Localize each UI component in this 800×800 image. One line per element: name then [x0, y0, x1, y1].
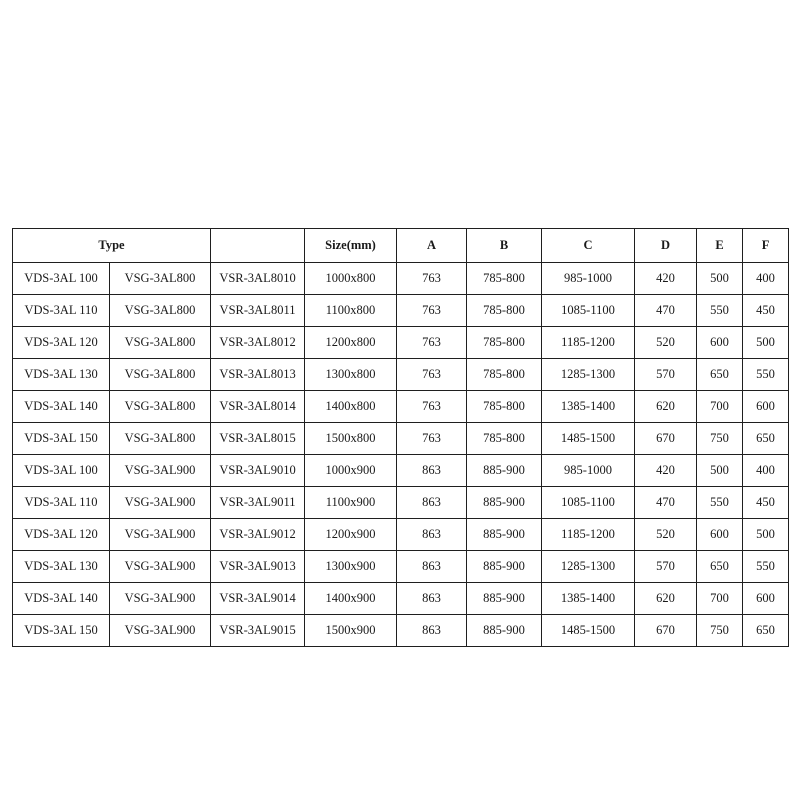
cell-e: 600 — [697, 519, 743, 551]
cell-d: 670 — [635, 615, 697, 647]
cell-model-a: VDS-3AL 130 — [13, 359, 110, 391]
column-header-c: C — [542, 229, 635, 263]
cell-model-a: VDS-3AL 150 — [13, 615, 110, 647]
product-dimension-table — [12, 228, 789, 647]
cell-c: 1085-1100 — [542, 295, 635, 327]
cell-model-b: VSG-3AL800 — [110, 359, 211, 391]
table-row — [13, 295, 789, 327]
cell-d: 470 — [635, 487, 697, 519]
cell-size: 1000x900 — [305, 455, 397, 487]
cell-f: 650 — [743, 615, 789, 647]
cell-b: 785-800 — [467, 263, 542, 295]
cell-d: 570 — [635, 359, 697, 391]
cell-a: 863 — [397, 551, 467, 583]
cell-c: 1285-1300 — [542, 359, 635, 391]
cell-model-c: VSR-3AL9010 — [211, 455, 305, 487]
cell-size: 1400x900 — [305, 583, 397, 615]
cell-size: 1500x900 — [305, 615, 397, 647]
cell-model-a: VDS-3AL 120 — [13, 327, 110, 359]
cell-b: 785-800 — [467, 327, 542, 359]
cell-e: 550 — [697, 487, 743, 519]
cell-a: 863 — [397, 487, 467, 519]
cell-d: 570 — [635, 551, 697, 583]
cell-b: 785-800 — [467, 359, 542, 391]
cell-b: 885-900 — [467, 615, 542, 647]
cell-model-b: VSG-3AL900 — [110, 519, 211, 551]
cell-a: 763 — [397, 263, 467, 295]
cell-c: 1185-1200 — [542, 519, 635, 551]
cell-c: 1085-1100 — [542, 487, 635, 519]
cell-e: 750 — [697, 423, 743, 455]
cell-a: 763 — [397, 391, 467, 423]
column-header-size: Size(mm) — [305, 229, 397, 263]
cell-f: 400 — [743, 455, 789, 487]
cell-a: 863 — [397, 455, 467, 487]
cell-a: 863 — [397, 583, 467, 615]
cell-model-b: VSG-3AL900 — [110, 455, 211, 487]
table-row — [13, 359, 789, 391]
cell-size: 1200x800 — [305, 327, 397, 359]
cell-model-b: VSG-3AL900 — [110, 551, 211, 583]
cell-model-c: VSR-3AL8014 — [211, 391, 305, 423]
cell-model-b: VSG-3AL800 — [110, 391, 211, 423]
cell-c: 1485-1500 — [542, 615, 635, 647]
cell-model-a: VDS-3AL 100 — [13, 455, 110, 487]
cell-f: 550 — [743, 359, 789, 391]
cell-model-a: VDS-3AL 110 — [13, 487, 110, 519]
column-header-a: A — [397, 229, 467, 263]
cell-f: 650 — [743, 423, 789, 455]
cell-model-a: VDS-3AL 110 — [13, 295, 110, 327]
cell-model-b: VSG-3AL800 — [110, 423, 211, 455]
cell-f: 550 — [743, 551, 789, 583]
cell-a: 763 — [397, 327, 467, 359]
column-header-f: F — [743, 229, 789, 263]
cell-model-a: VDS-3AL 120 — [13, 519, 110, 551]
table-row — [13, 583, 789, 615]
cell-b: 785-800 — [467, 391, 542, 423]
cell-model-c: VSR-3AL8010 — [211, 263, 305, 295]
cell-model-b: VSG-3AL800 — [110, 263, 211, 295]
cell-model-b: VSG-3AL900 — [110, 615, 211, 647]
cell-e: 500 — [697, 455, 743, 487]
cell-c: 1385-1400 — [542, 583, 635, 615]
cell-d: 620 — [635, 391, 697, 423]
cell-a: 863 — [397, 519, 467, 551]
cell-model-c: VSR-3AL8013 — [211, 359, 305, 391]
cell-a: 763 — [397, 423, 467, 455]
cell-size: 1300x900 — [305, 551, 397, 583]
cell-size: 1400x800 — [305, 391, 397, 423]
table-header — [13, 229, 789, 263]
cell-c: 1385-1400 — [542, 391, 635, 423]
cell-a: 763 — [397, 295, 467, 327]
table-row — [13, 263, 789, 295]
cell-c: 1485-1500 — [542, 423, 635, 455]
table-row — [13, 455, 789, 487]
cell-model-c: VSR-3AL8015 — [211, 423, 305, 455]
cell-a: 763 — [397, 359, 467, 391]
cell-model-c: VSR-3AL9014 — [211, 583, 305, 615]
cell-size: 1300x800 — [305, 359, 397, 391]
cell-e: 750 — [697, 615, 743, 647]
cell-model-c: VSR-3AL9011 — [211, 487, 305, 519]
cell-b: 785-800 — [467, 295, 542, 327]
cell-model-b: VSG-3AL800 — [110, 295, 211, 327]
cell-d: 420 — [635, 263, 697, 295]
cell-model-a: VDS-3AL 140 — [13, 583, 110, 615]
cell-model-a: VDS-3AL 130 — [13, 551, 110, 583]
cell-f: 500 — [743, 327, 789, 359]
cell-e: 550 — [697, 295, 743, 327]
table-body — [13, 263, 789, 647]
cell-f: 500 — [743, 519, 789, 551]
table-header-row — [13, 229, 789, 263]
cell-model-c: VSR-3AL8011 — [211, 295, 305, 327]
cell-e: 700 — [697, 583, 743, 615]
table-row — [13, 615, 789, 647]
cell-e: 500 — [697, 263, 743, 295]
cell-d: 520 — [635, 327, 697, 359]
table-row — [13, 327, 789, 359]
cell-b: 785-800 — [467, 423, 542, 455]
cell-model-b: VSG-3AL800 — [110, 327, 211, 359]
cell-f: 600 — [743, 583, 789, 615]
cell-model-c: VSR-3AL9015 — [211, 615, 305, 647]
table-row — [13, 423, 789, 455]
cell-b: 885-900 — [467, 519, 542, 551]
spec-sheet — [12, 228, 788, 647]
table-row — [13, 487, 789, 519]
column-header-e: E — [697, 229, 743, 263]
cell-f: 600 — [743, 391, 789, 423]
cell-model-a: VDS-3AL 100 — [13, 263, 110, 295]
cell-a: 863 — [397, 615, 467, 647]
cell-d: 670 — [635, 423, 697, 455]
cell-size: 1200x900 — [305, 519, 397, 551]
cell-model-b: VSG-3AL900 — [110, 583, 211, 615]
cell-model-a: VDS-3AL 150 — [13, 423, 110, 455]
cell-d: 520 — [635, 519, 697, 551]
column-header-blank — [211, 229, 305, 263]
cell-b: 885-900 — [467, 455, 542, 487]
cell-b: 885-900 — [467, 487, 542, 519]
cell-d: 470 — [635, 295, 697, 327]
cell-model-c: VSR-3AL8012 — [211, 327, 305, 359]
cell-b: 885-900 — [467, 583, 542, 615]
cell-e: 700 — [697, 391, 743, 423]
column-header-b: B — [467, 229, 542, 263]
cell-model-c: VSR-3AL9012 — [211, 519, 305, 551]
cell-size: 1100x800 — [305, 295, 397, 327]
cell-d: 420 — [635, 455, 697, 487]
column-header-type: Type — [13, 229, 211, 263]
cell-f: 450 — [743, 295, 789, 327]
cell-model-a: VDS-3AL 140 — [13, 391, 110, 423]
cell-size: 1000x800 — [305, 263, 397, 295]
cell-f: 450 — [743, 487, 789, 519]
cell-e: 650 — [697, 551, 743, 583]
cell-d: 620 — [635, 583, 697, 615]
cell-c: 1185-1200 — [542, 327, 635, 359]
cell-c: 1285-1300 — [542, 551, 635, 583]
cell-size: 1500x800 — [305, 423, 397, 455]
cell-f: 400 — [743, 263, 789, 295]
cell-model-c: VSR-3AL9013 — [211, 551, 305, 583]
cell-b: 885-900 — [467, 551, 542, 583]
cell-model-b: VSG-3AL900 — [110, 487, 211, 519]
table-row — [13, 519, 789, 551]
cell-c: 985-1000 — [542, 263, 635, 295]
table-row — [13, 551, 789, 583]
cell-c: 985-1000 — [542, 455, 635, 487]
cell-e: 600 — [697, 327, 743, 359]
table-row — [13, 391, 789, 423]
cell-e: 650 — [697, 359, 743, 391]
column-header-d: D — [635, 229, 697, 263]
cell-size: 1100x900 — [305, 487, 397, 519]
